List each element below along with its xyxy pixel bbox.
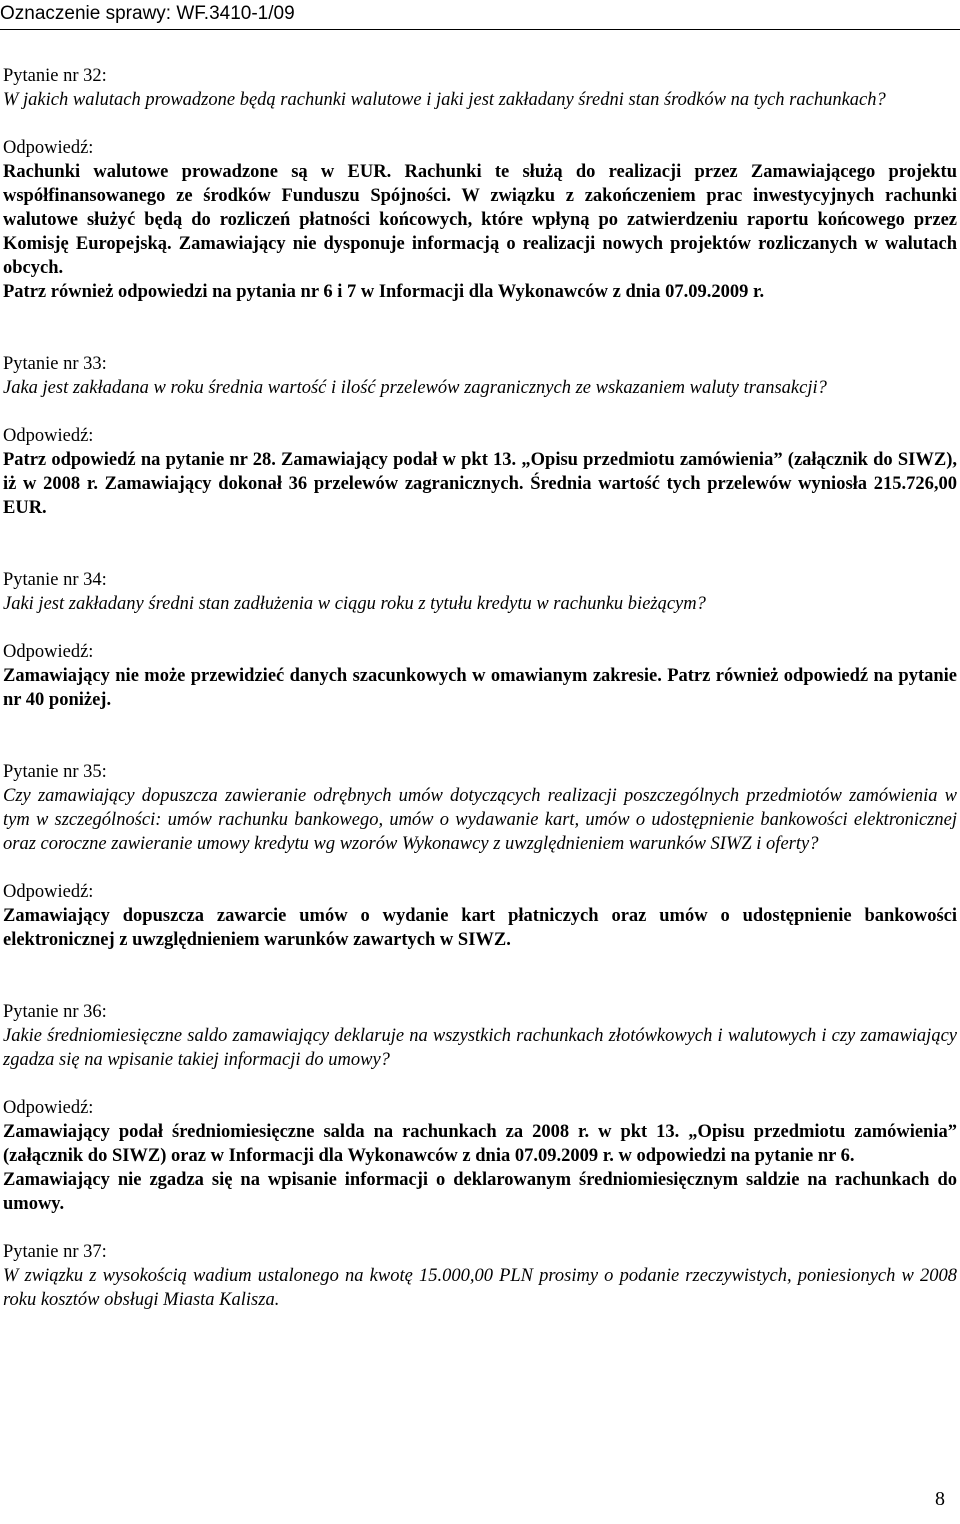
answer-label: Odpowiedź: [3,426,94,446]
question-title: Pytanie nr 32: [3,66,107,86]
question-title: Pytanie nr 34: [3,570,107,590]
question-block-37 [3,1240,957,1312]
spacer [3,520,957,568]
question-text: Jakie średniomiesięczne saldo zamawiający deklaruje na wszystkich rachunkach złotówkowych i walutowych i czy zamawiający zgadza się na wpisanie takiej informacji do umowy? [3,1026,957,1070]
answer-paragraph: Patrz również odpowiedzi na pytania nr 6 i 7 w Informacji dla Wykonawców z dnia 07.09.2009 r. [3,282,765,302]
question-title: Pytanie nr 36: [3,1002,107,1022]
spacer [3,304,957,352]
question-title: Pytanie nr 37: [3,1242,107,1262]
question-text: W związku z wysokością wadium ustalonego na kwotę 15.000,00 PLN prosimy o podanie rzeczywistych, poniesionych w 2008 roku kosztów obsługi Miasta Kalisza. [3,1266,957,1310]
question-block-32 [3,64,957,304]
question-text: Jaka jest zakładana w roku średnia wartość i ilość przelewów zagranicznych ze wskazaniem waluty transakcji? [3,378,827,398]
question-title: Pytanie nr 33: [3,354,107,374]
document-body [3,64,957,1312]
question-block-33 [3,352,957,520]
question-block-35 [3,760,957,952]
answer-label: Odpowiedź: [3,1098,94,1118]
question-block-36 [3,1000,957,1216]
answer-paragraph: Zamawiający podał średniomiesięczne salda na rachunkach za 2008 r. w pkt 13. „Opisu przedmiotu zamówienia” (załącznik do SIWZ) oraz w Informacji dla Wykonawców z dnia 07.09.2009 r. w odpowiedzi na pytanie nr 6. [3,1122,957,1166]
spacer [3,952,957,1000]
answer-paragraph: Zamawiający dopuszcza zawarcie umów o wydanie kart płatniczych oraz umów o udostępnienie bankowości elektronicznej z uwzględnieniem warunków zawartych w SIWZ. [3,906,957,950]
answer-label: Odpowiedź: [3,138,94,158]
answer-paragraph: Zamawiający nie zgadza się na wpisanie informacji o deklarowanym średniomiesięcznym saldzie na rachunkach do umowy. [3,1170,957,1214]
case-reference-header: Oznaczenie sprawy: WF.3410-1/09 [0,3,295,24]
question-text: W jakich walutach prowadzone będą rachunki walutowe i jaki jest zakładany średni stan środków na tych rachunkach? [3,90,886,110]
question-block-34 [3,568,957,712]
page-number: 8 [935,1488,945,1510]
answer-paragraph: Zamawiający nie może przewidzieć danych szacunkowych w omawianym zakresie. Patrz również odpowiedź na pytanie nr 40 poniżej. [3,666,957,710]
answer-label: Odpowiedź: [3,642,94,662]
question-title: Pytanie nr 35: [3,762,107,782]
question-text: Czy zamawiający dopuszcza zawieranie odrębnych umów dotyczących realizacji poszczególnych przedmiotów zamówienia w tym w szczególności: umów rachunku bankowego, umów o wydawanie kart, umów o udostępnienie bankowości elektronicznej oraz coroczne zawieranie umowy kredytu wg wzorów Wykonawcy z uwzględnieniem warunków SIWZ i oferty? [3,786,957,854]
answer-paragraph: Rachunki walutowe prowadzone są w EUR. Rachunki te służą do realizacji przez Zamawiającego projektu współfinansowanego ze środków Funduszu Spójności. W związku z zakończeniem prac inwestycyjnych rachunki walutowe służyć będą do rozliczeń płatności końcowych, które wpłyną po zatwierdzeniu raportu końcowego przez Komisję Europejską. Zamawiający nie dysponuje informacją o realizacji nowych projektów rozliczanych w walutach obcych. [3,162,957,278]
question-text: Jaki jest zakładany średni stan zadłużenia w ciągu roku z tytułu kredytu w rachunku bieżącym? [3,594,706,614]
answer-paragraph: Patrz odpowiedź na pytanie nr 28. Zamawiający podał w pkt 13. „Opisu przedmiotu zamówienia” (załącznik do SIWZ), iż w 2008 r. Zamawiający dokonał 36 przelewów zagranicznych. Średnia wartość tych przelewów wyniosła 215.726,00 EUR. [3,450,957,518]
spacer [3,712,957,760]
answer-label: Odpowiedź: [3,882,94,902]
spacer [3,1216,957,1240]
header-divider [0,29,960,30]
